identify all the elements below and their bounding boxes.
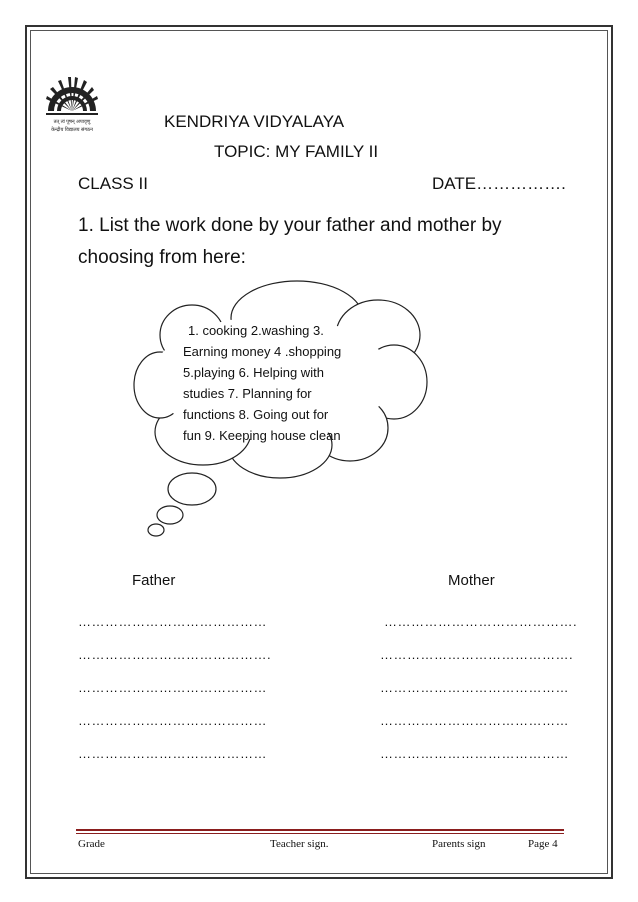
father-answer-line[interactable]: …………………………………… — [78, 614, 267, 629]
question-text: 1. List the work done by your father and mother by choosing from here: — [78, 215, 502, 268]
mother-answer-line[interactable]: …………………………………… — [380, 746, 569, 761]
activity-line: functions 8. Going out for — [183, 407, 329, 422]
footer-page-number: Page 4 — [528, 838, 558, 850]
svg-text:केन्द्रीय विद्यालय संगठन: केन्द्रीय विद्यालय संगठन — [51, 127, 93, 133]
mother-answer-line[interactable]: ……………………………………. — [380, 647, 574, 662]
footer-grade: Grade — [78, 838, 105, 850]
activity-options-list — [183, 320, 361, 446]
activity-line: studies 7. Planning for — [183, 386, 312, 401]
footer-rule — [76, 829, 564, 831]
activity-line: 1. cooking 2.washing 3. — [188, 323, 324, 338]
father-answer-line[interactable]: …………………………………… — [78, 746, 267, 761]
activity-line: fun 9. Keeping house clean — [183, 428, 341, 443]
date-field: DATE……………. — [432, 174, 566, 193]
footer-parents-sign: Parents sign — [432, 838, 486, 850]
footer-teacher-sign: Teacher sign. — [270, 838, 329, 850]
father-answer-line[interactable]: ……………………………………. — [78, 647, 272, 662]
mother-answer-line[interactable]: …………………………………… — [380, 680, 569, 695]
footer-rule — [76, 833, 564, 834]
class-label: CLASS II — [78, 174, 148, 193]
father-answer-line[interactable]: …………………………………… — [78, 680, 267, 695]
mother-answer-line[interactable]: ……………………………………. — [384, 614, 578, 629]
father-column-heading: Father — [132, 572, 176, 589]
school-name: KENDRIYA VIDYALAYA — [164, 112, 345, 131]
father-answer-line[interactable]: …………………………………… — [78, 713, 267, 728]
activity-line: Earning money 4 .shopping — [183, 344, 342, 359]
topic-title: TOPIC: MY FAMILY II — [214, 142, 379, 161]
activity-line: 5.playing 6. Helping with — [183, 365, 324, 380]
svg-text:तत् त्वं पूषन् अपावृणु: तत् त्वं पूषन् अपावृणु — [53, 119, 91, 125]
mother-answer-line[interactable]: …………………………………… — [380, 713, 569, 728]
mother-column-heading: Mother — [448, 572, 495, 589]
